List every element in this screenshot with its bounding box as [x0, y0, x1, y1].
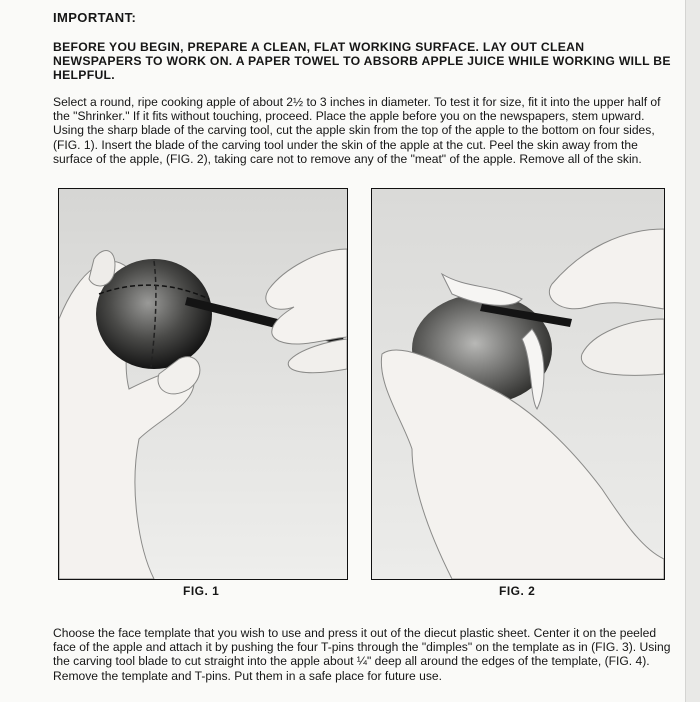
preparation-warning: BEFORE YOU BEGIN, PREPARE A CLEAN, FLAT WORKING SURFACE. LAY OUT CLEAN NEWSPAPERS TO WORK ON. A PAPER TOWEL TO ABSORB APPLE JUICE WHILE WORKING WILL BE HELPFUL. [53, 40, 671, 82]
important-heading: IMPORTANT: [53, 10, 137, 25]
figure-2-illustration [372, 189, 664, 579]
page-edge [685, 0, 700, 702]
instructions-paragraph-2: Choose the face template that you wish to use and press it out of the diecut plastic sheet. Center it on the peeled face of the apple and attach it by pushing the four T-pins through the "dimples" on the template as in (FIG. 3). Using the carving tool blade to cut straight into the apple about ¼" deep all around the edges of the template, (FIG. 4). Remove the template and T-pins. Put them in a safe place for future use. [53, 626, 671, 683]
figure-1-caption: FIG. 1 [183, 584, 220, 598]
figure-1-photo [58, 188, 348, 580]
instructions-paragraph-1: Select a round, ripe cooking apple of about 2½ to 3 inches in diameter. To test it for size, fit it into the upper half of the "Shrinker." If it fits without touching, proceed. Place the apple before you on the newspapers, stem upward. Using the sharp blade of the carving tool, cut the apple skin from the top of the apple to the bottom on four sides, (FIG. 1). Insert the blade of the carving tool under the skin of the apple at the cut. Peel the skin away from the surface of the apple, (FIG. 2), taking care not to remove any of the "meat" of the apple. Remove all of the skin. [53, 95, 661, 166]
figure-1-illustration [59, 189, 347, 579]
figure-2-photo [371, 188, 665, 580]
figure-2-caption: FIG. 2 [499, 584, 536, 598]
